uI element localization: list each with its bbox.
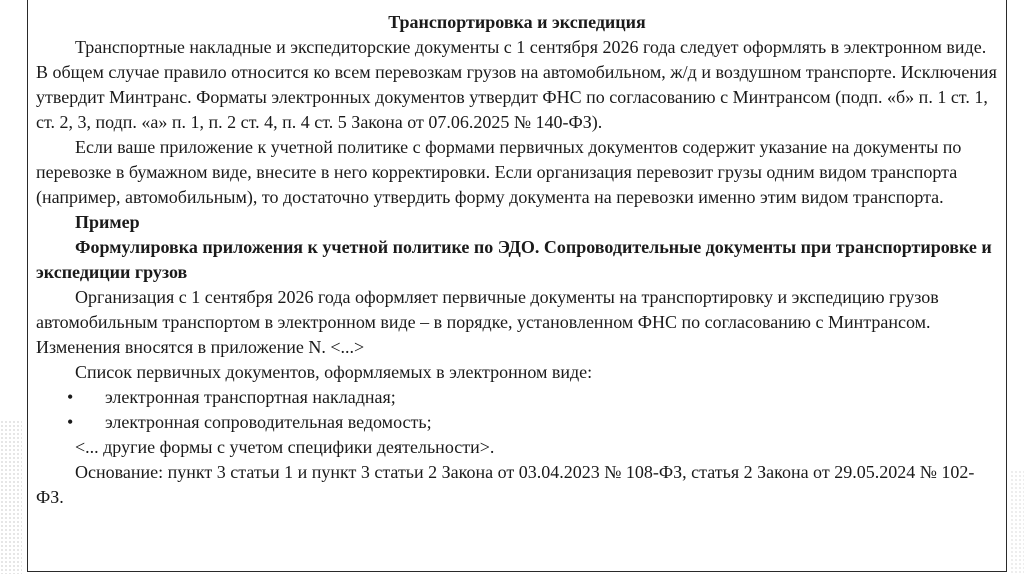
list-item-text: электронная сопроводительная ведомость; bbox=[105, 412, 432, 432]
background-speckle-left bbox=[0, 420, 22, 574]
background-speckle-right bbox=[1010, 470, 1024, 574]
paragraph-accounting-policy-corrections: Если ваше приложение к учетной политике с формами первичных документов содержит указание на документы по перевозке в бумажном виде, внесите в него корректировки. Если организация перевозит грузы одним видом транспорта (например, автомобильным), то достаточно утвердить форму документа на перевозки именно этим видом транспорта. bbox=[36, 137, 962, 207]
legal-basis: Основание: пункт 3 статьи 1 и пункт 3 статьи 2 Закона от 03.04.2023 № 108-ФЗ, статья 2 Закона от 29.05.2024 № 102-ФЗ. bbox=[36, 462, 975, 507]
list-intro: Список первичных документов, оформляемых в электронном виде: bbox=[75, 362, 593, 382]
list-item bbox=[36, 385, 998, 410]
other-forms-note: <... другие формы с учетом специфики деятельности>. bbox=[75, 437, 495, 457]
document-frame bbox=[27, 0, 1007, 572]
example-heading: Формулировка приложения к учетной политике по ЭДО. Сопроводительные документы при транспортировке и экспедиции грузов bbox=[36, 237, 992, 282]
paragraph-electronic-transport-docs: Транспортные накладные и экспедиторские документы с 1 сентября 2026 года следует оформлять в электронном виде. В общем случае правило относится ко всем перевозкам грузов на автомобильном, ж/д и воздушном транспорте. Исключения утвердит Минтранс. Форматы электронных документов утвердит ФНС по согласованию с Минтрансом (подп. «б» п. 1 ст. 1, ст. 2, 3, подп. «а» п. 1, п. 2 ст. 4, п. 4 ст. 5 Закона от 07.06.2025 № 140-ФЗ). bbox=[36, 37, 997, 132]
bullet-icon: • bbox=[67, 412, 74, 432]
bullet-icon: • bbox=[67, 387, 74, 407]
document-title: Транспортировка и экспедиция bbox=[388, 12, 646, 32]
example-body: Организация с 1 сентября 2026 года оформляет первичные документы на транспортировку и экспедицию грузов автомобильным транспортом в электронном виде – в порядке, установленном ФНС по согласованию с Минтрансом. Изменения вносятся в приложение N. <...> bbox=[36, 287, 939, 357]
list-item bbox=[36, 410, 998, 435]
example-label: Пример bbox=[75, 212, 140, 232]
list-item-text: электронная транспортная накладная; bbox=[105, 387, 396, 407]
